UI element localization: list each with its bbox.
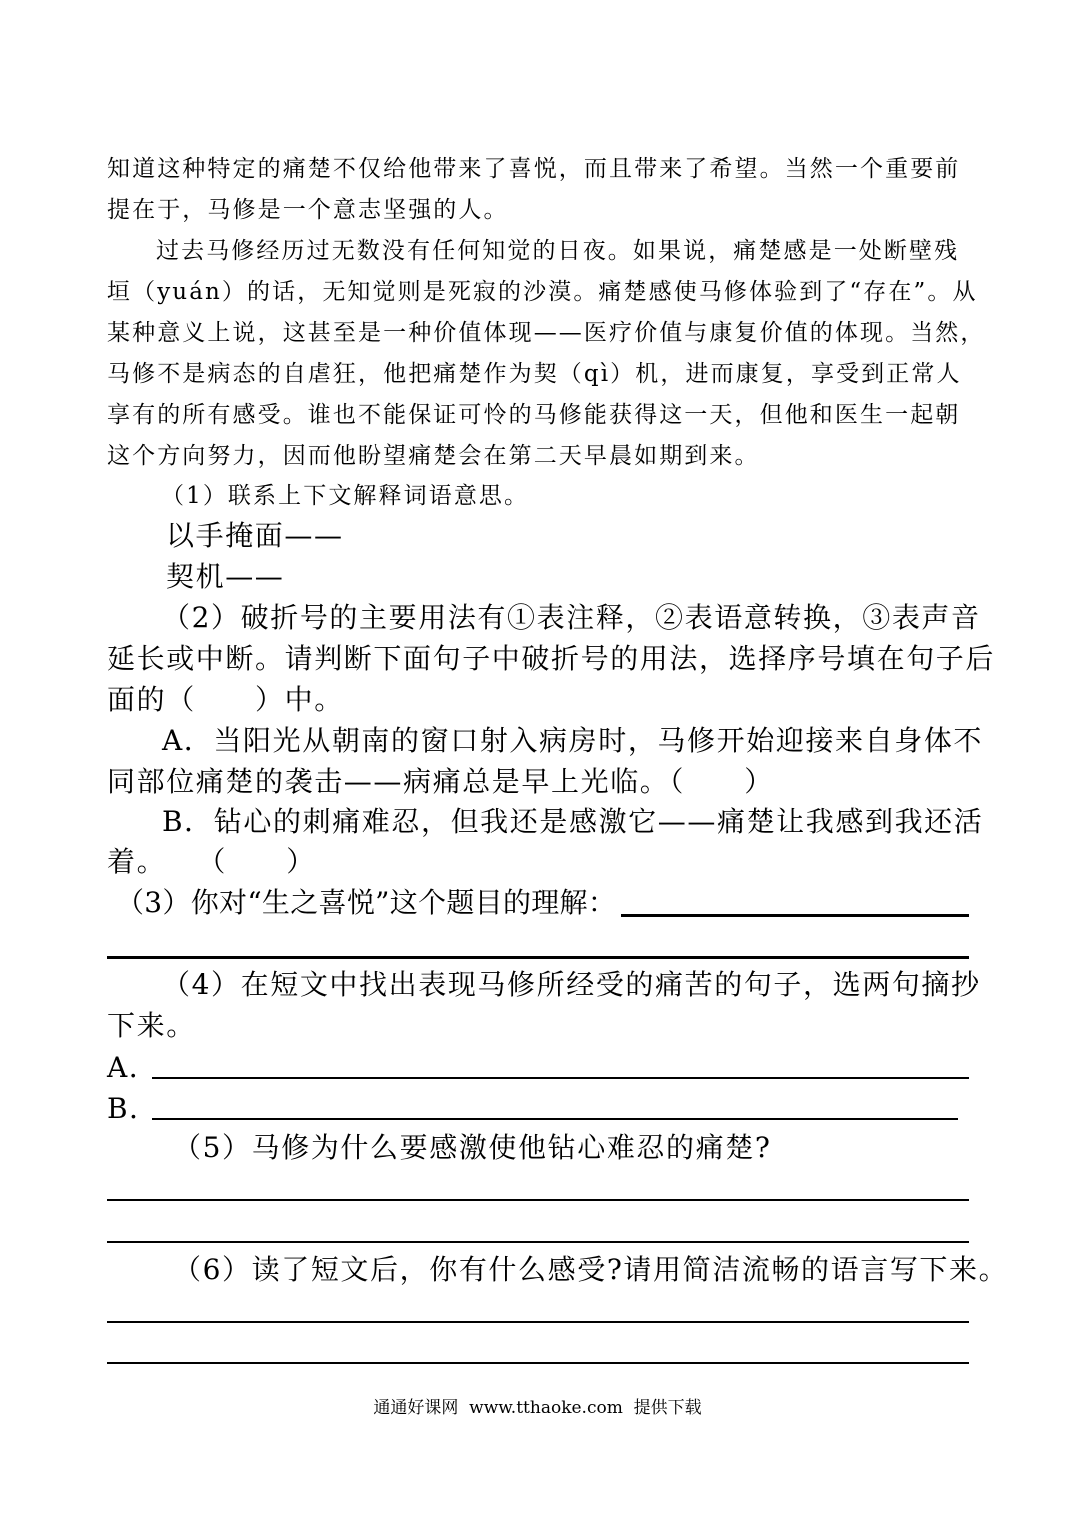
question-4-answer-line-a[interactable] [152,1077,969,1079]
question-6-answer-line-2[interactable] [107,1362,969,1364]
question-3-answer-line-2[interactable] [107,956,969,959]
passage-line-6: 马修不是病态的自虐狂，他把痛楚作为契（qì）机，进而康复，享受到正常人 [107,361,962,387]
question-2-line-1: （2）破折号的主要用法有①表注释，②表语意转换，③表声音 [162,601,981,634]
question-2-line-3: 面的（ ）中。 [107,683,344,716]
passage-line-1: 知道这种特定的痛楚不仅给他带来了喜悦，而且带来了希望。当然一个重要前 [107,156,961,182]
question-4-line-2: 下来。 [107,1009,196,1042]
question-4-answer-line-b[interactable] [152,1118,958,1120]
question-3-answer-line-1[interactable] [621,914,969,917]
question-2-option-a-line-2: 同部位痛楚的袭击——病痛总是早上光临。（ ） [107,765,774,798]
question-1-term-1: 以手掩面—— [166,519,344,552]
question-1-prompt: （1）联系上下文解释词语意思。 [161,483,530,509]
question-2-line-2: 延长或中断。请判断下面句子中破折号的用法，选择序号填在句子后 [107,642,996,675]
question-6-answer-line-1[interactable] [107,1321,969,1323]
passage-line-5: 某种意义上说，这甚至是一种价值体现——医疗价值与康复价值的体现。当然， [107,320,986,346]
question-5-prompt: （5）马修为什么要感激使他钻心难忍的痛楚? [173,1131,772,1164]
passage-line-7: 享有的所有感受。谁也不能保证可怜的马修能获得这一天，但他和医生一起朝 [107,402,961,428]
passage-line-8: 这个方向努力，因而他盼望痛楚会在第二天早晨如期到来。 [107,443,760,469]
question-2-option-b-line-1: B．钻心的刺痛难忍，但我还是感激它——痛楚让我感到我还活 [162,805,984,838]
page-footer: 通通好课网 www.tthaoke.com 提供下载 [373,1398,702,1418]
passage-line-4: 垣（yuán）的话，无知觉则是死寂的沙漠。痛楚感使马修体验到了“存在”。从 [107,279,978,305]
question-3-prompt: （3）你对“生之喜悦”这个题目的理解： [116,886,617,919]
question-4-line-1: （4）在短文中找出表现马修所经受的痛苦的句子，选两句摘抄 [162,968,981,1001]
question-4-label-b: B． [107,1092,159,1125]
question-2-option-a-line-1: A．当阳光从朝南的窗口射入病房时，马修开始迎接来自身体不 [162,724,984,757]
question-5-answer-line-1[interactable] [107,1199,969,1201]
question-5-answer-line-2[interactable] [107,1241,969,1243]
question-2-option-b-line-2: 着。 （ ） [107,845,316,878]
passage-line-2: 提在于，马修是一个意志坚强的人。 [107,197,509,223]
question-4-label-a: A． [107,1051,159,1084]
question-6-prompt: （6）读了短文后，你有什么感受?请用简洁流畅的语言写下来。 [173,1253,1009,1286]
passage-line-3: 过去马修经历过无数没有任何知觉的日夜。如果说，痛楚感是一处断壁残 [156,238,960,264]
question-1-term-2: 契机—— [166,560,285,593]
